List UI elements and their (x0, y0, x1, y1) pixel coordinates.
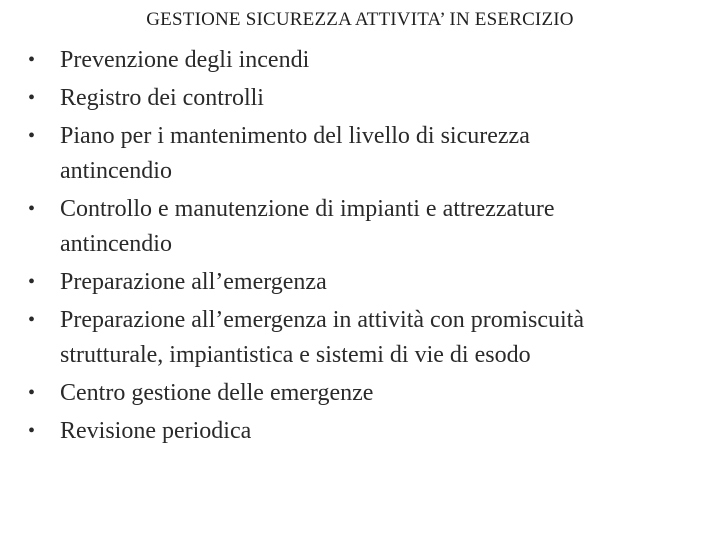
list-item-text-continued: strutturale, impiantistica e sistemi di vie di esodo (60, 342, 531, 368)
list-item-text: Registro dei controlli (60, 85, 264, 111)
list-item (28, 303, 708, 373)
list-item-text-continued: antincendio (60, 231, 172, 257)
bullet-icon: • (28, 87, 36, 109)
bullet-icon: • (28, 49, 36, 71)
bullet-icon: • (28, 309, 36, 331)
list-item (28, 376, 708, 411)
bullet-icon: • (28, 271, 36, 293)
bullet-icon: • (28, 420, 36, 442)
list-item (28, 119, 708, 189)
list-item (28, 43, 708, 78)
list-item-text: Centro gestione delle emergenze (60, 380, 374, 406)
slide-title: GESTIONE SICUREZZA ATTIVITA’ IN ESERCIZIO (146, 9, 574, 30)
list-item-text: Prevenzione degli incendi (60, 47, 310, 73)
list-item (28, 81, 708, 116)
list-item-text: Piano per i mantenimento del livello di sicurezza (60, 123, 530, 149)
list-item-text-continued: antincendio (60, 158, 172, 184)
list-item-text: Preparazione all’emergenza (60, 269, 327, 295)
bullet-icon: • (28, 125, 36, 147)
list-item-text: Revisione periodica (60, 418, 252, 444)
list-item (28, 414, 708, 449)
list-item-text: Controllo e manutenzione di impianti e attrezzature (60, 196, 555, 222)
bullet-icon: • (28, 198, 36, 220)
list-item-text: Preparazione all’emergenza in attività con promiscuità (60, 307, 585, 333)
bullet-icon: • (28, 382, 36, 404)
list-item (28, 265, 708, 300)
bullet-list (28, 43, 708, 452)
list-item (28, 192, 708, 262)
